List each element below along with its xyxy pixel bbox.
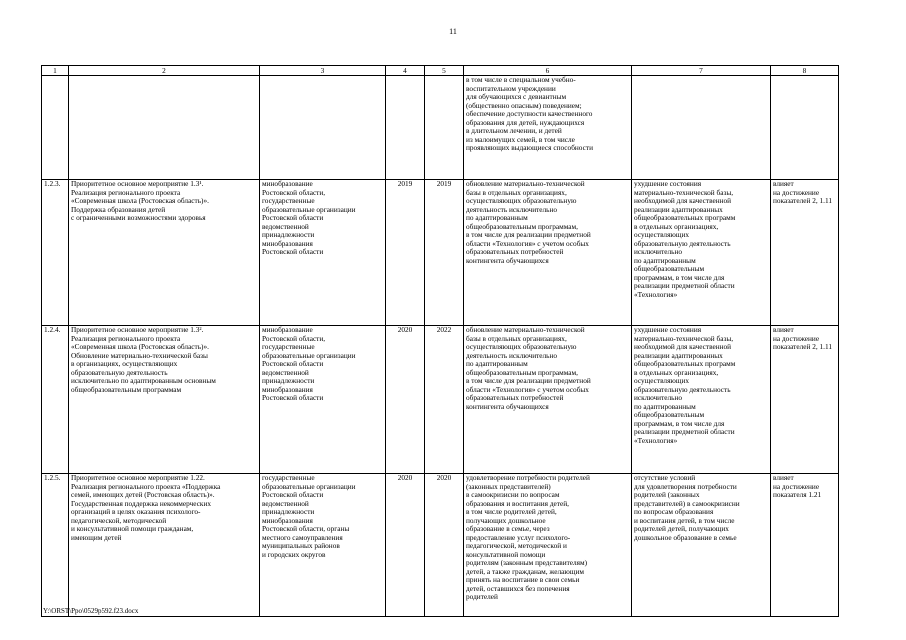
text-line: в самоокризисни по вопросам [466,490,560,499]
text-line: в отдельных организациях, [634,367,719,377]
text-line: осуществляющих [634,230,690,239]
text-line: образовательных потребностей [466,393,564,402]
cell-end-year: 2022 [425,326,464,474]
cell-start-year: 2020 [386,474,425,617]
text-line: родителям (законным представителям) [466,558,588,567]
cell-number: 1.2.4. [42,326,69,474]
text-line: педагогической, методической и [466,541,567,550]
text-line: по адаптированным [466,359,528,368]
text-line: Ростовской области [262,490,324,499]
text-line: влияет [773,179,794,188]
text-line: деятельность исключительно [466,350,558,360]
table-row [42,474,839,617]
text-line: образовательную деятельность [71,367,168,377]
text-line: общеобразовательным программам, [466,221,578,231]
text-line: исключительно [634,393,683,402]
text-line: для обучающихся с девиантным [466,92,567,101]
text-line: принадлежности [262,507,315,516]
text-line: образования и воспитания детей, [466,498,569,508]
column-number-4: 4 [386,66,425,76]
cell-consequences [632,326,771,474]
column-number-header-row [42,66,839,76]
column-number-1: 1 [42,66,69,76]
cell-expected-result [464,180,632,326]
text-line: Обновление материально-технической базы [71,350,208,360]
text-line: ведомственной [262,367,309,377]
column-number-5: 5 [425,66,464,76]
text-line: Приоритетное основное мероприятие 1.3¹. [71,179,204,188]
text-line: ведомственной [262,221,309,231]
text-line: детей, оставшихся без попечения [466,583,570,593]
text-line: в организациях, осуществляющих [71,359,178,368]
text-line: Ростовской области [262,247,324,256]
text-line: ухудшение состояния [634,325,702,334]
text-line: Ростовской области [262,213,324,222]
text-line: Приоритетное основное мероприятие 1.22. [71,473,205,482]
text-line: государственные [262,342,315,351]
cell [771,76,839,180]
cell [386,76,425,180]
text-line: осуществляющих образовательную [466,342,577,351]
text-line: общеобразовательным [634,264,705,273]
text-line: влияет [773,473,794,482]
text-line: Ростовской области [262,359,324,368]
text-line: общеобразовательных программ [634,213,736,222]
text-line: по адаптированным [634,401,696,411]
text-line: муниципальных районов [262,541,340,550]
text-line: минобразования [262,384,313,394]
text-line: ухудшение состояния [634,179,702,188]
text-line: показателей 2, 1.11 [773,196,832,205]
text-line: Реализация регионального проекта [71,187,181,197]
text-line: реализации предметной области [634,281,735,290]
text-line: дошкольное образование в семье [634,532,737,542]
cell-number: 1.2.3. [42,180,69,326]
text-line: на достижение [773,481,820,491]
text-line: представителей) в самоокризисни [634,498,740,508]
column-number-6: 6 [464,66,632,76]
text-line: области «Технология» с учетом особых [466,238,589,248]
text-line: области «Технология» с учетом особых [466,384,589,394]
text-line: в длительном лечении, и детей [466,126,562,135]
text-line: отсутствие условий [634,473,696,482]
text-line: образовательные организации [262,350,356,360]
text-line: общеобразовательным программам [71,384,182,394]
text-line: Реализация регионального проекта «Поддержка [71,481,221,491]
text-line: для удовлетворения потребности [634,481,737,491]
text-line: в том числе в специальном учебно- [466,75,576,84]
cell [425,76,464,180]
text-line: общеобразовательных программ [634,359,736,368]
text-line: программам, в том числе для [634,272,725,282]
text-line: «Технология» [634,289,678,299]
text-line: базы в отдельных организациях, [466,187,567,197]
cell-activity-name [69,326,260,474]
text-line: педагогической, методической [71,515,167,525]
cell-indicator-link [771,326,839,474]
text-line: воспитательном учреждении [466,83,556,93]
text-line: (общественно опасным) поведением; [466,100,582,110]
text-line: Ростовской области [262,393,324,402]
text-line: минобразования [262,238,313,248]
text-line: на достижение [773,333,820,343]
text-line: Приоритетное основное мероприятие 1.3². [71,325,204,334]
table-row [42,180,839,326]
text-line: исключительно по адаптированным основным [71,376,216,385]
text-line: исключительно [634,247,683,256]
cell-executor [260,180,386,326]
text-line: Ростовской области, органы [262,524,350,533]
text-line: принадлежности [262,376,315,385]
text-line: минобразования [262,515,313,525]
text-line: образовательную деятельность [634,384,731,394]
text-line: удовлетворение потребности родителей [466,473,590,482]
text-line: материально-технической базы, [634,333,734,343]
cell-expected-result [464,326,632,474]
text-line: и воспитания детей, в том числе [634,515,735,525]
text-line: необходимой для качественной [634,196,732,205]
text-line: с ограниченными возможностями здоровья [71,213,206,222]
cell-consequences [632,180,771,326]
text-line: государственные [262,473,315,482]
text-line: необходимой для качественной [634,342,732,351]
cell-consequences [632,474,771,617]
page-number: 11 [449,27,457,36]
text-line: общеобразовательным программам, [466,367,578,377]
text-line: деятельность исключительно [466,204,558,214]
text-line: минобразование [262,179,313,188]
text-line: образовательных потребностей [466,247,564,256]
column-number-8: 8 [771,66,839,76]
text-line: минобразование [262,325,313,334]
text-line: по адаптированным [634,255,696,265]
text-line: по вопросам образования [634,507,714,516]
text-line: образовательные организации [262,481,356,491]
text-line: «Технология» [634,435,678,445]
text-line: в том числе для реализации предметной [466,376,591,385]
text-line: контингента обучающихся [466,255,549,265]
text-line: принять на воспитание в свои семьи [466,575,580,584]
cell-end-year: 2020 [425,474,464,617]
cell [260,76,386,180]
text-line: местного самоуправления [262,532,343,542]
text-line: семей, имеющих детей (Ростовская область)». [71,490,215,499]
text-line: предоставление услуг психолого- [466,532,571,542]
text-line: контингента обучающихся [466,401,549,411]
text-line: по адаптированным [466,213,528,222]
text-line: реализации адаптированных [634,204,723,214]
cell-executor [260,474,386,617]
text-line: в том числе родителей детей, [466,507,557,516]
footer-file-path: Y:\ORST\Ppo\0529p592.f23.docx [43,607,139,615]
text-line: образование в семье, через [466,524,550,533]
text-line: показателей 2, 1.11 [773,342,832,351]
text-line: родителей (законных [634,490,700,499]
cell-results [464,76,632,180]
text-line: родителей [466,592,498,601]
text-line: детей, а также гражданам, желающим [466,566,585,576]
text-line: ведомственной [262,498,309,508]
text-line: «Современная школа (Ростовская область)». [71,196,209,205]
text-line: осуществляющих образовательную [466,196,577,205]
text-line: образовательные организации [262,204,356,214]
cell-start-year: 2019 [386,180,425,326]
text-line: имеющим детей [71,532,122,542]
text-line: обновление материально-технической [466,325,585,334]
text-line: показателя 1.21 [773,490,822,499]
text-line: проявляющих выдающиеся способности [466,143,593,152]
text-line: (законных представителей) [466,481,551,491]
text-line: Ростовской области, [262,187,326,197]
text-line: Реализация регионального проекта [71,333,181,343]
text-line: реализации предметной области [634,427,735,436]
text-line: образовательную деятельность [634,238,731,248]
text-line: родителей детей, получающих [634,524,729,533]
text-line: образования для детей, нуждающихся [466,117,585,127]
text-line: обновление материально-технической [466,179,585,188]
cell [69,76,260,180]
column-number-3: 3 [260,66,386,76]
text-line: получающих дошкольное [466,515,546,525]
cell-end-year: 2019 [425,180,464,326]
text-line: и городских округов [262,549,326,559]
cell-activity-name [69,180,260,326]
text-line: базы в отдельных организациях, [466,333,567,343]
cell [42,76,69,180]
cell [632,76,771,180]
cell-executor [260,326,386,474]
cell-indicator-link [771,474,839,617]
activities-table [41,65,839,617]
text-line: в отдельных организациях, [634,221,719,231]
text-line: Поддержка образования детей [71,204,166,214]
text-line: материально-технической базы, [634,187,734,197]
cell-expected-result [464,474,632,617]
text-line: обеспечение доступности качественного [466,109,593,118]
cell-activity-name [69,474,260,617]
table-row [42,326,839,474]
text-line: в том числе для реализации предметной [466,230,591,239]
text-line: на достижение [773,187,820,197]
text-line: Ростовской области, [262,333,326,343]
text-line: и консультативной помощи гражданам, [71,524,194,533]
cell-indicator-link [771,180,839,326]
text-line: консультативной помощи [466,549,546,559]
text-line: «Современная школа (Ростовская область)». [71,342,209,351]
column-number-2: 2 [69,66,260,76]
text-line: программам, в том числе для [634,418,725,428]
text-line: влияет [773,325,794,334]
text-line: государственные [262,196,315,205]
text-line: осуществляющих [634,376,690,385]
text-line: организаций в целях оказания психолого- [71,507,201,516]
continuation-row [42,76,839,180]
cell-number: 1.2.5. [42,474,69,617]
text-line: общеобразовательным [634,410,705,419]
text-line: Государственная поддержка некоммерческих [71,498,212,508]
text-line: реализации адаптированных [634,350,723,360]
text-line: из малоимущих семей, в том числе [466,134,575,144]
text-line: принадлежности [262,230,315,239]
column-number-7: 7 [632,66,771,76]
cell-start-year: 2020 [386,326,425,474]
